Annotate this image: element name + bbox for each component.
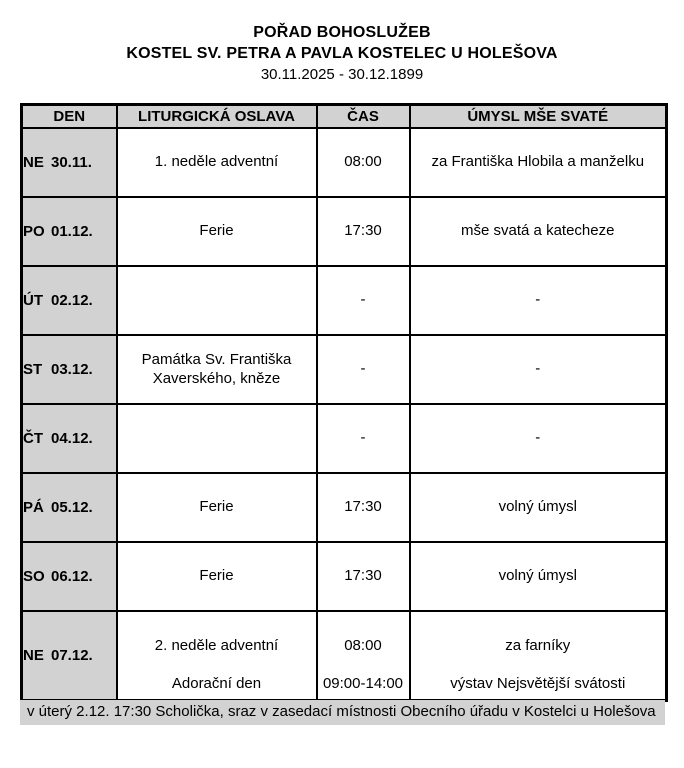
table-row [22,128,667,197]
table-row [22,473,667,542]
page-subtitle: KOSTEL SV. PETRA A PAVLA KOSTELEC U HOLEŠOVA [126,45,558,62]
day-date: 01.12. [51,223,93,240]
day-cell [22,611,117,701]
time-cell: 08:00 [317,128,410,197]
table-header-row [22,105,667,129]
time-cell [317,611,410,701]
day-date: 05.12. [51,499,93,516]
page-title: POŘAD BOHOSLUŽEB [253,24,431,41]
column-header-liturgicka-oslava: LITURGICKÁ OSLAVA [117,105,317,129]
column-header-cas: ČAS [317,105,410,129]
time-line-1: 08:00 [344,637,382,654]
date-range: 30.11.2025 - 30.12.1899 [260,66,424,83]
table-row [22,335,667,404]
intention-cell: mše svatá a katecheze [410,197,667,266]
day-date: 02.12. [51,292,93,309]
table-row [22,266,667,335]
celebration-line-1: 2. neděle adventní [154,637,279,654]
intention-cell: - [410,404,667,473]
day-cell [22,266,117,335]
day-cell [22,404,117,473]
intention-line-1: za farníky [505,637,571,654]
day-cell [22,128,117,197]
day-abbr: ST [23,361,43,378]
table-row [22,404,667,473]
intention-cell: - [410,266,667,335]
celebration-cell: Ferie [117,197,317,266]
time-cell: 17:30 [317,197,410,266]
intention-cell: za Františka Hlobila a manželku [410,128,667,197]
celebration-cell: Ferie [117,473,317,542]
table-row [22,611,667,701]
day-cell [22,197,117,266]
day-date: 30.11. [51,154,92,171]
day-abbr: ÚT [23,292,43,309]
day-date: 03.12. [51,361,93,378]
schedule-table [20,103,668,702]
intention-cell: - [410,335,667,404]
day-cell [22,473,117,542]
intention-cell: volný úmysl [410,473,667,542]
day-abbr: NE [23,154,44,171]
celebration-cell [117,404,317,473]
time-cell: 17:30 [317,473,410,542]
celebration-line-2: Adorační den [171,675,262,693]
time-line-2: 09:00-14:00 [322,675,404,693]
day-abbr: PÁ [23,499,44,516]
footer-note: v úterý 2.12. 17:30 Scholička, sraz v zasedací místnosti Obecního úřadu v Kostelci u Holešova [20,700,665,725]
day-cell [22,542,117,611]
day-abbr: ČT [23,430,43,447]
time-cell: - [317,335,410,404]
day-abbr: SO [23,568,45,585]
day-date: 04.12. [51,430,93,447]
day-date: 06.12. [51,568,93,585]
day-cell [22,335,117,404]
table-row [22,197,667,266]
celebration-cell [117,266,317,335]
celebration-cell: 1. neděle adventní [117,128,317,197]
intention-line-2: výstav Nejsvětější svátosti [450,675,626,693]
column-header-den: DEN [22,105,117,129]
day-abbr: NE [23,647,44,664]
time-cell: - [317,266,410,335]
celebration-cell: Památka Sv. Františka Xaverského, kněze [117,335,317,404]
table-row [22,542,667,611]
celebration-cell [117,611,317,701]
day-date: 07.12. [51,647,93,664]
intention-cell [410,611,667,701]
time-cell: 17:30 [317,542,410,611]
celebration-cell: Ferie [117,542,317,611]
time-cell: - [317,404,410,473]
page-header [0,22,684,85]
day-abbr: PO [23,223,45,240]
column-header-umysl: ÚMYSL MŠE SVATÉ [410,105,667,129]
intention-cell: volný úmysl [410,542,667,611]
